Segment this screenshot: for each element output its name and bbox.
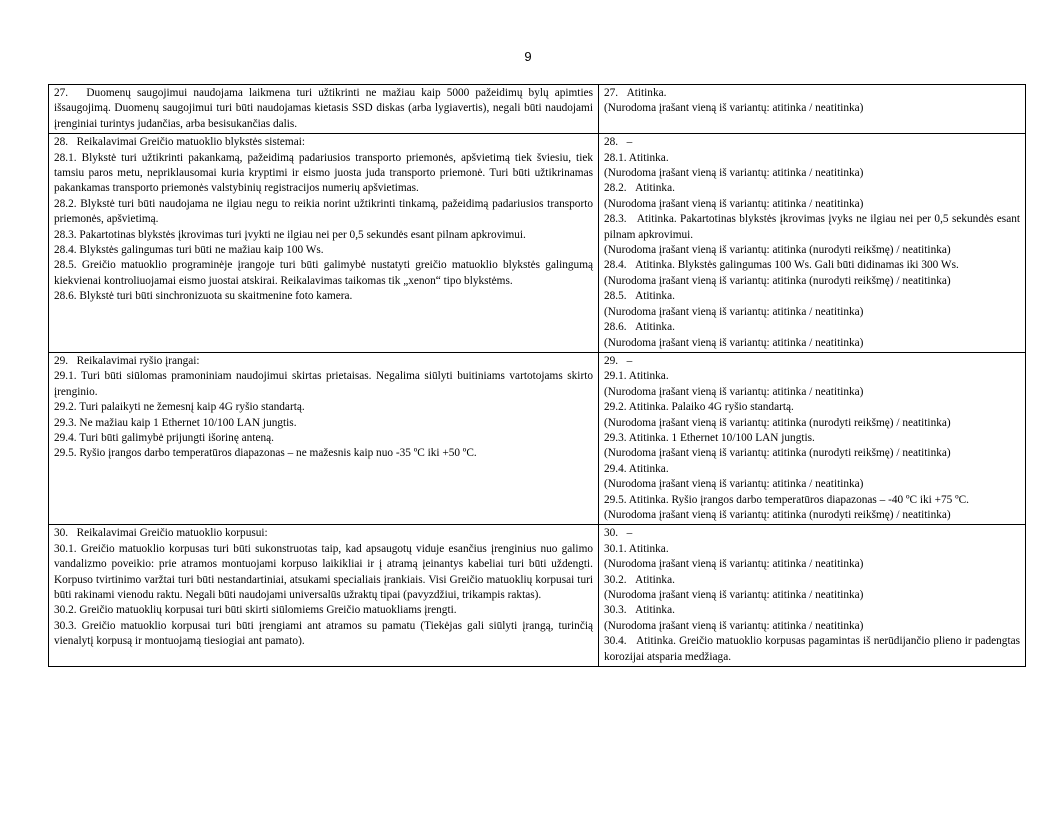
compliance-cell (599, 85, 1026, 134)
requirement-text: 30.1. Greičio matuoklio korpusas turi būti sukonstruotas taip, kad apsaugotų viduje esančius įrenginius nuo galimo vandalizmo poveikio: prie atramos montuojami korpuso laikikliai ir į atramą įeinantys kabeliai turi būti uždengti. Korpuso tvirtinimo varžtai turi būti nestandartiniai, atsukami specialiais įrankiais. Visi Greičio matuoklių korpusai turi būti rakinami vienodu raktu. Negali būti naudojami universalūs užraktų tipai (pavyzdžiui, trikampis raktas). (54, 542, 593, 601)
compliance-text: 28.5. Atitinka. (604, 290, 675, 303)
compliance-text: 29.5. Atitinka. Ryšio įrangos darbo temperatūros diapazonas – -40 ºC iki +75 ºC. (604, 493, 969, 506)
compliance-text: (Nurodoma įrašant vieną iš variantų: atitinka (nurodyti reikšmę) / neatitinka) (604, 447, 951, 460)
compliance-text: (Nurodoma įrašant vieną iš variantų: atitinka / neatitinka) (604, 102, 864, 115)
compliance-cell (599, 134, 1026, 353)
compliance-text: (Nurodoma įrašant vieną iš variantų: atitinka / neatitinka) (604, 385, 864, 398)
compliance-text: 30.1. Atitinka. (604, 542, 669, 555)
requirement-cell (49, 352, 599, 524)
compliance-text: (Nurodoma įrašant vieną iš variantų: atitinka (nurodyti reikšmę) / neatitinka) (604, 508, 951, 521)
requirement-text: 28.4. Blykstės galingumas turi būti ne mažiau kaip 100 Ws. (54, 244, 324, 257)
requirement-text: 29.5. Ryšio įrangos darbo temperatūros diapazonas – ne mažesnis kaip nuo -35 ºC iki +50 ºC. (54, 447, 477, 460)
compliance-text: 29.4. Atitinka. (604, 462, 669, 475)
compliance-text: 30.4. Atitinka. Greičio matuoklio korpusas pagamintas iš nerūdijančio plieno ir padengtas korozijai atsparia medžiaga. (604, 635, 1020, 663)
compliance-text: 29.3. Atitinka. 1 Ethernet 10/100 LAN jungtis. (604, 431, 815, 444)
requirement-cell (49, 85, 599, 134)
compliance-text: (Nurodoma įrašant vieną iš variantų: atitinka / neatitinka) (604, 589, 864, 601)
page-number: 9 (524, 49, 532, 64)
compliance-text: (Nurodoma įrašant vieną iš variantų: atitinka (nurodyti reikšmę) / neatitinka) (604, 244, 951, 257)
compliance-text: (Nurodoma įrašant vieną iš variantų: atitinka / neatitinka) (604, 336, 864, 349)
compliance-text: 29.2. Atitinka. Palaiko 4G ryšio standartą. (604, 401, 794, 414)
compliance-text: 27. Atitinka. (604, 87, 667, 99)
requirement-text: 27. Duomenų saugojimui naudojama laikmena turi užtikrinti ne mažiau kaip 5000 pažeidimų bylų apimties išsaugojimą. Duomenų saugojimui turi būti naudojamas kietasis SSD diskas (arba lygiavertis), negali būti naudojami įrenginiai turintys judančias, arba besisukančias dalis. (54, 87, 593, 130)
compliance-text: (Nurodoma įrašant vieną iš variantų: atitinka / neatitinka) (604, 619, 864, 632)
requirement-text: 29. Reikalavimai ryšio įrangai: (54, 354, 200, 367)
compliance-text: 28. – (604, 136, 633, 149)
requirement-text: 28.5. Greičio matuoklio programinėje įrangoje turi būti galimybė nustatyti greičio matuoklio blykstės galingumą kiekvienai kontroliuojamai eismo juostai atskirai. Reikalavimas taikomas tik „xenon“ tipo blykstėms. (54, 259, 593, 287)
compliance-text: 30. – (604, 527, 633, 540)
compliance-text: 29.1. Atitinka. (604, 370, 669, 383)
table-row (49, 525, 1026, 667)
compliance-cell (599, 352, 1026, 524)
compliance-text: (Nurodoma įrašant vieną iš variantų: atitinka / neatitinka) (604, 558, 864, 571)
requirement-text: 28.6. Blykstė turi būti sinchronizuota su skaitmenine foto kamera. (54, 290, 353, 303)
requirement-text: 29.2. Turi palaikyti ne žemesnį kaip 4G ryšio standartą. (54, 401, 305, 414)
requirement-text: 28.2. Blykstė turi būti naudojama ne ilgiau negu to reikia norint užtikrinti tinkamą, pažeidimą padariusios transporto priemonės, apšvietimą. (54, 197, 593, 226)
compliance-text: 28.1. Atitinka. (604, 151, 669, 164)
compliance-text: 29. – (604, 354, 633, 367)
compliance-text: (Nurodoma įrašant vieną iš variantų: atitinka / neatitinka) (604, 197, 864, 210)
requirement-cell (49, 525, 599, 667)
compliance-text: (Nurodoma įrašant vieną iš variantų: atitinka / neatitinka) (604, 167, 864, 180)
compliance-text: 28.4. Atitinka. Blykstės galingumas 100 Ws. Gali būti didinamas iki 300 Ws. (604, 259, 959, 272)
requirement-text: 30. Reikalavimai Greičio matuoklio korpusui: (54, 527, 268, 540)
compliance-text: (Nurodoma įrašant vieną iš variantų: atitinka / neatitinka) (604, 478, 864, 491)
compliance-text: 28.6. Atitinka. (604, 321, 675, 334)
compliance-text: 28.2. Atitinka. (604, 182, 675, 195)
table-row (49, 134, 1026, 353)
requirement-cell (49, 134, 599, 353)
requirement-text: 29.3. Ne mažiau kaip 1 Ethernet 10/100 LAN jungtis. (54, 416, 297, 429)
requirement-text: 29.4. Turi būti galimybė prijungti išorinę anteną. (54, 431, 274, 444)
requirement-text: 28.1. Blykstė turi užtikrinti pakankamą, pažeidimą padariusios transporto priemonės, apšvietimą tiek šviesiu, tiek tamsiu paros metu, nepriklausomai kuria kryptimi ir eismo juosta juda transporto priemonė. Turi būti užtikrinamas pakankamas transporto priemonės valstybinių registracijos numerių apšvietimas. (54, 151, 593, 195)
requirement-text: 28. Reikalavimai Greičio matuoklio blykstės sistemai: (54, 136, 305, 149)
requirements-table (48, 84, 1026, 667)
requirement-text: 28.3. Pakartotinas blykstės įkrovimas turi įvykti ne ilgiau nei per 0,5 sekundės esant pilnam apkrovimui. (54, 228, 526, 241)
compliance-text: (Nurodoma įrašant vieną iš variantų: atitinka (nurodyti reikšmę) / neatitinka) (604, 416, 951, 429)
compliance-text: (Nurodoma įrašant vieną iš variantų: atitinka / neatitinka) (604, 305, 864, 318)
table-row (49, 85, 1026, 134)
compliance-text: (Nurodoma įrašant vieną iš variantų: atitinka (nurodyti reikšmę) / neatitinka) (604, 274, 951, 287)
requirement-text: 30.3. Greičio matuoklio korpusai turi būti įrengiami ant atramos su pamatu (Tiekėjas gali siūlyti įrangą, turinčią vienalytį korpusą ir montuojamą tiesiogiai ant pamato). (54, 619, 593, 648)
compliance-cell (599, 525, 1026, 667)
compliance-text: 30.3. Atitinka. (604, 604, 675, 617)
compliance-text: 30.2. Atitinka. (604, 573, 675, 586)
compliance-text: 28.3. Atitinka. Pakartotinas blykstės įkrovimas įvyks ne ilgiau nei per 0,5 sekundės esant pilnam apkrovimui. (604, 213, 1020, 241)
requirement-text: 30.2. Greičio matuoklių korpusai turi būti skirti siūlomiems Greičio matuokliams įrengti. (54, 604, 457, 617)
requirement-text: 29.1. Turi būti siūlomas pramoniniam naudojimui skirtas prietaisas. Negalima siūlyti buitiniams vartotojams skirto įrenginio. (54, 370, 593, 398)
table-row (49, 352, 1026, 524)
